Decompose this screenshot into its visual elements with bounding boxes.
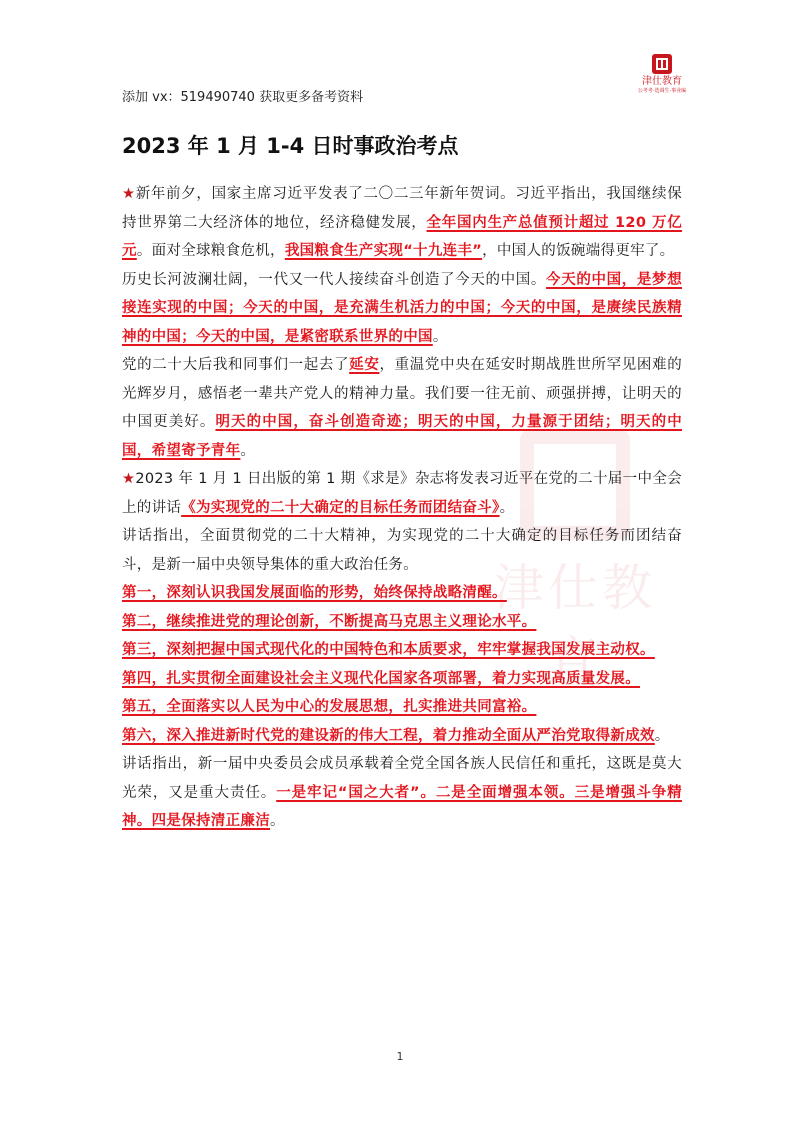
- brand-logo-name: 津仕教育: [642, 76, 682, 87]
- body-text: 讲话指出，新一届中央委员会成员承载着全党全国各族人民信任和重托，这既是莫大光荣，又是重大责任。: [122, 756, 682, 801]
- paragraph: [122, 266, 682, 352]
- brand-logo: [636, 54, 688, 100]
- highlighted-text: 明天的中国，奋斗创造奇迹；明天的中国，力量源于团结；明天的中国，希望寄予青年: [122, 414, 682, 459]
- header-note: 添加 vx：519490740 获取更多备考资料: [122, 90, 364, 105]
- highlighted-text: 第一，深刻认识我国发展面临的形势，始终保持战略清醒。: [122, 585, 507, 601]
- body-text: 2023 年 1 月 1 日出版的第 1 期《求是》杂志将发表习近平在党的二十届一中全会上的讲话: [122, 471, 682, 516]
- paragraph: [122, 722, 682, 751]
- document-body: [122, 180, 682, 836]
- body-text: ，中国人的饭碗端得更牢了。: [482, 243, 675, 259]
- paragraph: [122, 665, 682, 694]
- body-text: 。: [432, 328, 448, 345]
- paragraph: [122, 180, 682, 266]
- page-number: 1: [396, 1050, 404, 1063]
- highlighted-text: 第五，全面落实以人民为中心的发展思想，扎实推进共同富裕。: [122, 699, 537, 715]
- paragraph: [122, 465, 682, 522]
- paragraph: [122, 636, 682, 665]
- body-text: 。: [240, 442, 256, 459]
- body-text: 党的二十大后我和同事们一起去了: [122, 357, 350, 373]
- highlighted-text: 我国粮食生产实现“十九连丰”: [284, 243, 483, 259]
- highlighted-text: 《为实现党的二十大确定的目标任务而团结奋斗》: [181, 499, 500, 516]
- star-icon: ★: [122, 471, 136, 487]
- highlighted-text: 第四，扎实贯彻全面建设社会主义现代化国家各项部署，着力实现高质量发展。: [122, 670, 640, 687]
- body-text: 新年前夕，国家主席习近平发表了二〇二三年新年贺词。习近平指出，我国继续保持世界第二大经济体的地位，经济稳健发展，: [122, 186, 682, 231]
- body-text: ，重温党中央在延安时期战胜世所罕见困难的光辉岁月，感悟老一辈共产党人的精神力量。我们要一往无前、顽强拼搏，让明天的中国更美好。: [122, 357, 683, 430]
- paragraph: [122, 693, 682, 722]
- body-text: 讲话指出，全面贯彻党的二十大精神，为实现党的二十大确定的目标任务而团结奋斗，是新一届中央领导集体的重大政治任务。: [122, 528, 682, 573]
- highlighted-text: 第六，深入推进新时代党的建设新的伟大工程，着力推动全面从严治党取得新成效: [122, 727, 655, 744]
- body-text: 。: [499, 499, 515, 516]
- body-text: 历史长河波澜壮阔，一代又一代人接续奋斗创造了今天的中国。: [122, 271, 547, 288]
- body-text: 。: [270, 813, 285, 829]
- watermark-text: 津仕教育: [494, 559, 656, 689]
- star-icon: ★: [122, 186, 136, 202]
- highlighted-text: 延安: [349, 357, 380, 373]
- highlighted-text: 一是牢记“国之大者”。二是全面增强本领。三是增强斗争精神。四是保持清正廉洁: [122, 784, 682, 829]
- document-title: 2023 年 1 月 1-4 日时事政治考点: [122, 134, 459, 158]
- highlighted-text: 全年国内生产总值预计超过 120 万亿元: [122, 214, 683, 259]
- paragraph: [122, 608, 682, 637]
- paragraph: [122, 579, 682, 608]
- body-text: 。面对全球粮食危机，: [136, 243, 285, 259]
- paragraph: [122, 522, 682, 579]
- brand-logo-tagline: 公考考·选调生·事业编: [637, 88, 687, 94]
- paragraph: [122, 750, 682, 836]
- brand-logo-icon: [652, 54, 672, 74]
- highlighted-text: 今天的中国，是梦想接连实现的中国；今天的中国，是充满生机活力的中国；今天的中国，是赓续民族精神的中国；今天的中国，是紧密联系世界的中国: [122, 271, 682, 345]
- body-text: 。: [654, 727, 670, 744]
- highlighted-text: 第二，继续推进党的理论创新，不断提高马克思主义理论水平。: [122, 613, 537, 630]
- paragraph: [122, 351, 682, 465]
- highlighted-text: 第三，深刻把握中国式现代化的中国特色和本质要求，牢牢掌握我国发展主动权。: [122, 642, 655, 658]
